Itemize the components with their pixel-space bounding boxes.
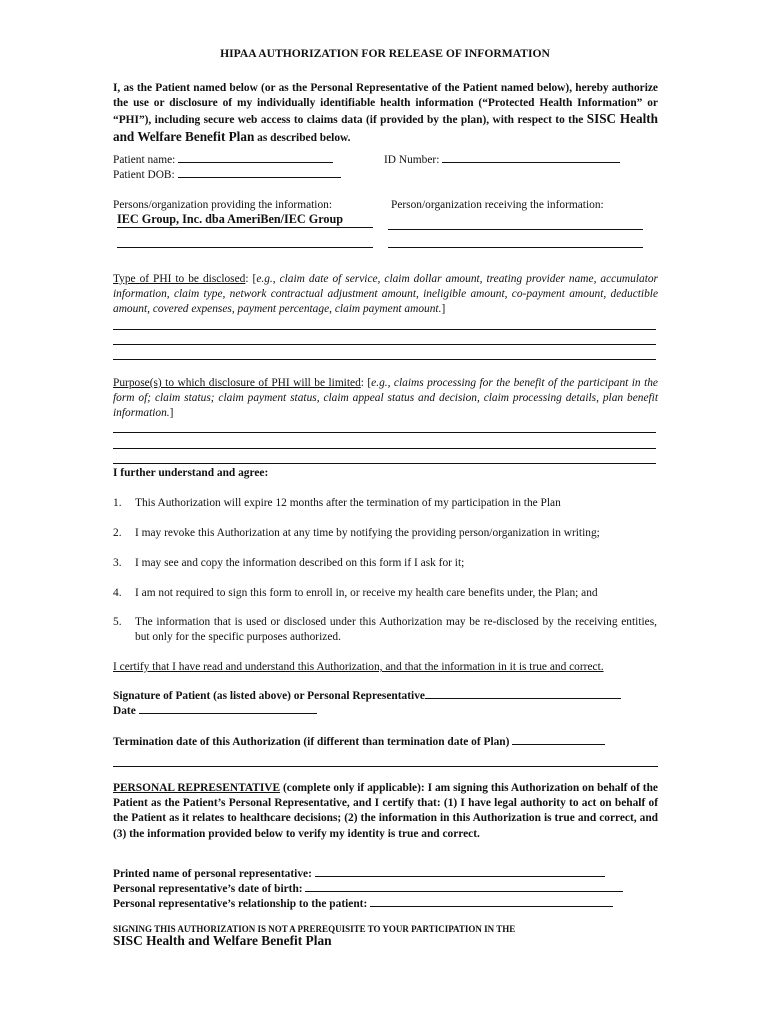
receiving-org-line-1[interactable] (388, 229, 643, 230)
rep-dob-line[interactable] (305, 882, 623, 892)
rep-printed-name-line[interactable] (315, 867, 605, 877)
agree-heading: I further understand and agree: (113, 467, 269, 479)
purpose-line-2[interactable] (113, 448, 656, 449)
agreement-number: 4. (113, 587, 122, 599)
termination-date-field[interactable] (113, 735, 605, 750)
purpose-close: ] (169, 407, 174, 420)
date-line[interactable] (139, 704, 317, 714)
intro-paragraph (113, 81, 658, 146)
phi-type-label: Type of PHI to be disclosed (113, 273, 246, 285)
agreement-text: The information that is used or disclosed under this Authorization may be re-disclosed by the receiving entities, but only for the specific purposes authorized. (135, 616, 657, 643)
id-number-field[interactable] (384, 153, 620, 168)
phi-type-line-1[interactable] (113, 329, 656, 330)
form-title: HIPAA AUTHORIZATION FOR RELEASE OF INFORMATION (220, 47, 550, 60)
purpose-line-3[interactable] (113, 463, 656, 464)
agreement-number: 2. (113, 527, 122, 539)
rep-printed-name-label: Printed name of personal representative: (113, 868, 312, 880)
providing-org-label: Persons/organization providing the information: (113, 199, 333, 211)
agreement-text: I may see and copy the information described on this form if I ask for it; (135, 557, 465, 569)
signature-line[interactable] (425, 689, 621, 699)
rep-relationship-field[interactable] (113, 897, 613, 912)
patient-name-field[interactable] (113, 153, 333, 168)
agreement-number: 3. (113, 557, 122, 569)
phi-type-line-3[interactable] (113, 359, 656, 360)
rep-relationship-label: Personal representative’s relationship to the patient: (113, 898, 368, 910)
receiving-org-label: Person/organization receiving the information: (391, 199, 604, 211)
id-number-label: ID Number: (384, 154, 440, 166)
agreement-text: I am not required to sign this form to enroll in, or receive my health care benefits under, the Plan; and (135, 587, 598, 599)
signature-field[interactable] (113, 689, 621, 704)
purpose-examples: e.g., claims processing for the benefit of the participant in the form of; claim status; claim payment status, claim appeal status and decision, claim processing details, plan benefit information. (113, 377, 658, 420)
phi-type-line-2[interactable] (113, 344, 656, 345)
patient-dob-label: Patient DOB: (113, 169, 175, 181)
phi-type-colon: : [ (245, 273, 257, 285)
id-number-line[interactable] (442, 153, 620, 163)
intro-text-end: as described below. (257, 131, 351, 144)
personal-rep-heading: PERSONAL REPRESENTATIVE (113, 782, 281, 794)
patient-name-label: Patient name: (113, 154, 176, 166)
rep-dob-label: Personal representative’s date of birth: (113, 883, 303, 895)
signature-label: Signature of Patient (as listed above) or Personal Representative (113, 690, 425, 702)
rep-relationship-line[interactable] (370, 897, 613, 907)
receiving-org-line-2[interactable] (388, 247, 643, 248)
phi-type-examples: e.g., claim date of service, claim dollar amount, treating provider name, accumulator information, claim type, network contractual adjustment amount, ineligible amount, co-payment amount, deductible amount, covered expenses, payment percentage, claim payment amount. (113, 273, 658, 316)
footer-plan-name: SISC Health and Welfare Benefit Plan (113, 933, 332, 948)
providing-org-value: IEC Group, Inc. dba AmeriBen/IEC Group (117, 212, 344, 226)
purpose-line-1[interactable] (113, 432, 656, 433)
rep-dob-field[interactable] (113, 882, 623, 897)
certify-statement: I certify that I have read and understand this Authorization, and that the information in it is true and correct. (113, 661, 604, 673)
date-field[interactable] (113, 704, 317, 719)
termination-date-line[interactable] (512, 735, 605, 745)
termination-date-label: Termination date of this Authorization (if different than termination date of Plan) (113, 736, 510, 748)
footer-notice: SIGNING THIS AUTHORIZATION IS NOT A PREREQUISITE TO YOUR PARTICIPATION IN THE (113, 924, 516, 934)
personal-rep-section (113, 781, 658, 842)
providing-org-line-1[interactable] (117, 227, 373, 228)
providing-org-line-2[interactable] (117, 247, 373, 248)
intro-plan-name: SISC Health and Welfare Benefit Plan (113, 111, 658, 144)
agreement-number: 5. (113, 616, 122, 628)
patient-name-line[interactable] (178, 153, 333, 163)
agreement-text: This Authorization will expire 12 months after the termination of my participation in the Plan (135, 497, 561, 509)
date-label: Date (113, 705, 136, 717)
agreement-text: I may revoke this Authorization at any time by notifying the providing person/organization in writing; (135, 527, 600, 539)
purpose-colon: : [ (360, 377, 372, 389)
intro-text: I, as the Patient named below (or as the Personal Representative of the Patient named below), hereby authorize the use or disclosure of my individually identifiable health information (“Protected Health Information” or “PHI”), including secure web access to claims data (if provided by the plan), with respect to the (113, 82, 658, 127)
section-divider (113, 766, 658, 767)
personal-rep-body: (complete only if applicable): I am signing this Authorization on behalf of the Patient as the Patient’s Personal Representative, and I certify that: (1) I have legal authority to act on behalf of the Patient as it relates to healthcare decisions; (2) the information in this Authorization is true and correct, and (3) the information provided below to verify my identity is true and correct. (113, 782, 658, 840)
purpose-section (113, 376, 658, 422)
phi-type-section (113, 272, 658, 318)
patient-dob-field[interactable] (113, 168, 341, 183)
agreement-number: 1. (113, 497, 122, 509)
patient-dob-line[interactable] (178, 168, 341, 178)
phi-type-close: ] (441, 303, 446, 316)
purpose-label: Purpose(s) to which disclosure of PHI will be limited (113, 377, 361, 389)
rep-printed-name-field[interactable] (113, 867, 605, 882)
